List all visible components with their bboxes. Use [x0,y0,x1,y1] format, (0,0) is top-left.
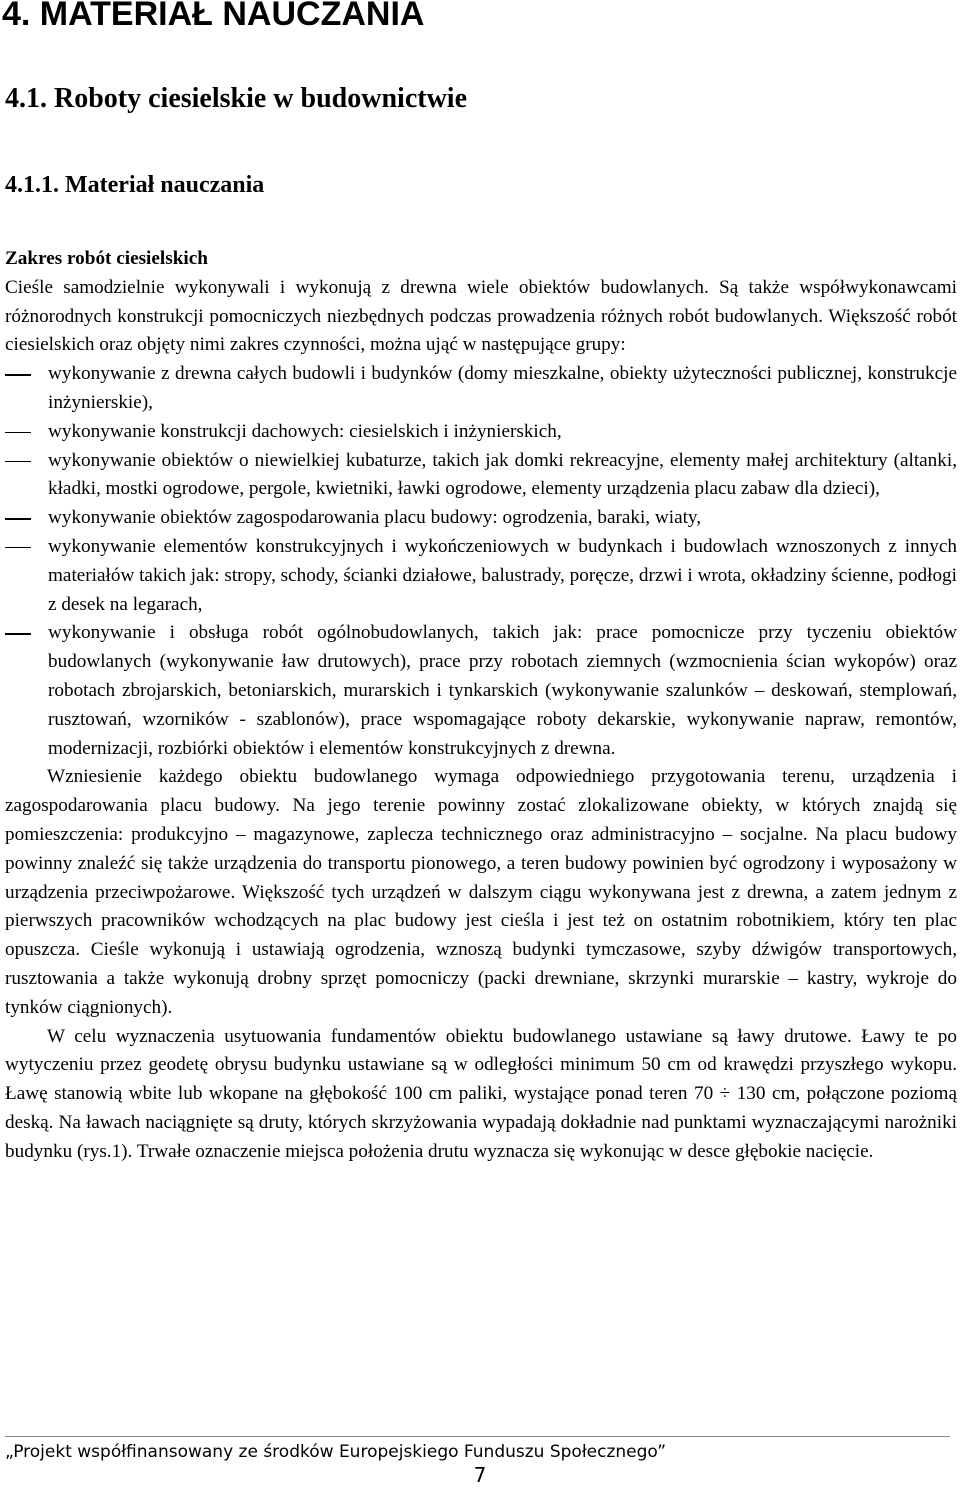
list-item: wykonywanie z drewna całych budowli i budynków (domy mieszkalne, obiekty użyteczności publicznej, konstrukcje inżynierskie), [48,360,957,418]
body-text [5,245,957,1167]
list-item: wykonywanie konstrukcji dachowych: ciesielskich i inżynierskich, [48,418,957,447]
intro-paragraph: Cieśle samodzielnie wykonywali i wykonują z drewna wiele obiektów budowlanych. Są także współwykonawcami różnorodnych konstrukcji pomocniczych niezbędnych podczas prowadzenia różnych robót budowlanych. Większość robót ciesielskich oraz objęty nimi zakres czynności, można ująć w następujące grupy: [5,276,957,356]
list-item: wykonywanie obiektów o niewielkiej kubaturze, takich jak domki rekreacyjne, elementy małej architektury (altanki, kładki, mostki ogrodowe, pergole, kwietniki, ławki ogrodowe, elementy urządzenia placu zabaw dla dzieci), [48,447,957,505]
section-heading: 4.1. Roboty ciesielskie w budownictwie [5,83,467,114]
subsection-heading: 4.1.1. Materiał nauczania [5,172,265,198]
list-item: wykonywanie obiektów zagospodarowania placu budowy: ogrodzenia, baraki, wiaty, [48,504,957,533]
list-item: wykonywanie elementów konstrukcyjnych i wykończeniowych w budynkach i budowlach wznoszonych z innych materiałów takich jak: stropy, schody, ścianki działowe, balustrady, poręcze, drzwi i wrota, okładziny ścienne, podłogi z desek na legarach, [48,533,957,619]
site-preparation-paragraph: Wzniesienie każdego obiektu budowlanego wymaga odpowiedniego przygotowania terenu, urządzenia i zagospodarowania placu budowy. Na jego terenie powinny zostać zlokalizowane obiekty, w których znajdą się pomieszczenia: produkcyjno – magazynowe, zaplecza technicznego oraz administracyjno – socjalne. Na placu budowy powinny znaleźć się także urządzenia do transportu pionowego, a teren budowy powinien być ogrodzony i wyposażony w urządzenia przeciwpożarowe. Większość tych urządzeń w dalszym ciągu wykonywana jest z drewna, a zatem jednym z pierwszych pracowników wchodzących na plac budowy jest cieśla i jest też on ostatnim robotnikiem, który ten plac opuszcza. Cieśle wykonują i ustawiają ogrodzenia, wznoszą budynki tymczasowe, szyby dźwigów transportowych, rusztowania a także wykonują drobny sprzęt pomocniczy (packi drewniane, skrzynki murarskie – kastry, wykroje do tynków ciągnionych). [5,766,957,1018]
footer-divider [5,1436,950,1437]
chapter-heading: 4. MATERIAŁ NAUCZANIA [2,0,425,33]
footer-text: „Projekt współfinansowany ze środków Europejskiego Funduszu Społecznego” [5,1442,667,1462]
work-groups-list [5,360,957,763]
page-number: 7 [473,1463,487,1487]
wire-benches-paragraph: W celu wyznaczenia usytuowania fundamentów obiektu budowlanego ustawiane są ławy drutowe. Ławy te po wytyczeniu przez geodetę obrysu budynku ustawiane są w odległości minimum 50 cm od krawędzi przyszłego wykopu. Ławę stanowią wbite lub wkopane na głębokość 100 cm paliki, wystające ponad teren 70 ÷ 130 cm, połączone poziomą deską. Na ławach naciągnięte są druty, których skrzyżowania wypadają dokładnie nad punktami wyznaczającymi narożniki budynku (rys.1). Trwałe oznaczenie miejsca położenia drutu wyznacza się wykonując w desce głębokie nacięcie. [5,1025,957,1162]
list-item: wykonywanie i obsługa robót ogólnobudowlanych, takich jak: prace pomocnicze przy tyczeniu obiektów budowlanych (wykonywanie ław drutowych), prace przy robotach ziemnych (wzmocnienia ścian wykopów) oraz robotach zbrojarskich, betoniarskich, murarskich i tynkarskich (wykonywanie szalunków – deskowań, stemplowań, rusztowań, wzorników - szablonów), prace wspomagające roboty dekarskie, wykonywanie napraw, remontów, modernizacji, rozbiórki obiektów i elementów konstrukcyjnych z drewna. [48,619,957,763]
topic-title: Zakres robót ciesielskich [5,248,208,269]
